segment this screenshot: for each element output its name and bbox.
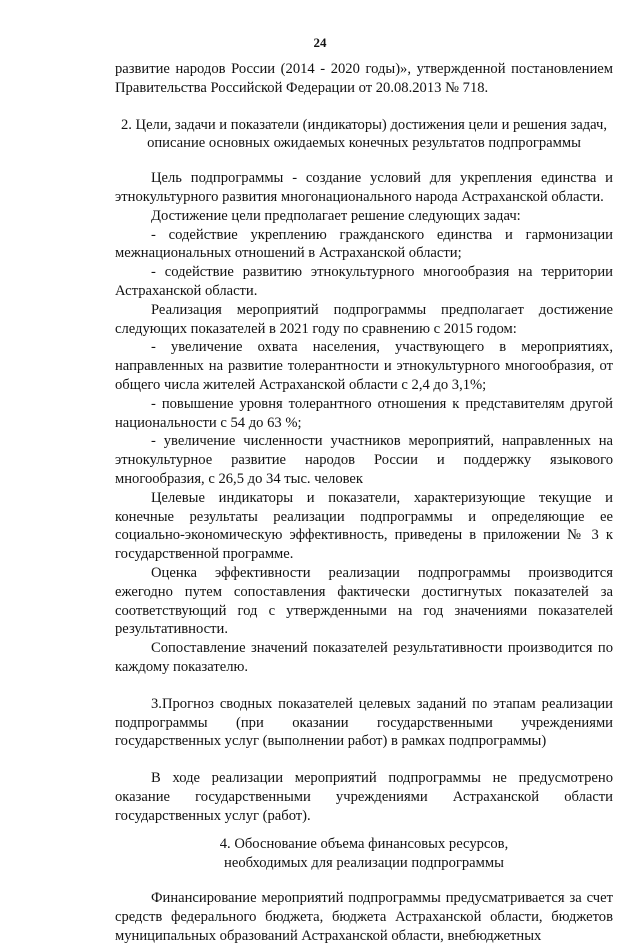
section-4-paragraph: Финансирование мероприятий подпрограммы предусматривается за счет средств федерального бюджета, бюджета Астраханской области, бюджетов муниципальных образований Астраханской области, внебюджетных <box>115 890 613 944</box>
section-2-paragraph: Достижение цели предполагает решение следующих задач: <box>151 207 521 224</box>
document-body <box>115 60 613 945</box>
section-2-paragraph: - содействие укреплению гражданского единства и гармонизации межнациональных отношений в Астраханской области; <box>115 226 613 262</box>
intro-paragraph: развитие народов России (2014 - 2020 годы)», утвержденной постановлением Правительства Российской Федерации от 20.08.2013 № 718. <box>115 61 613 96</box>
section-3-paragraph: В ходе реализации мероприятий подпрограммы не предусмотрено оказание государственными учреждениями Астраханской области государственных услуг (работ). <box>115 770 613 824</box>
section-4-heading-line-2: необходимых для реализации подпрограммы <box>224 855 504 872</box>
page-number: 24 <box>313 35 327 50</box>
section-2-paragraph: Реализация мероприятий подпрограммы предполагает достижение следующих показателей в 2021 году по сравнению с 2015 годом: <box>115 301 613 337</box>
section-2-paragraph: Цель подпрограммы - создание условий для укрепления единства и этнокультурного развития многонационального народа Астраханской области. <box>115 170 613 205</box>
section-2-paragraph: Оценка эффективности реализации подпрограммы производится ежегодно путем сопоставления фактически достигнутых показателей за соответствующий год с утвержденными на год значениями показателей результативности. <box>115 564 613 638</box>
section-2-paragraph: - увеличение численности участников мероприятий, направленных на этнокультурное развитие народов России и поддержку языкового многообразия, с 26,5 до 34 тыс. человек <box>115 433 613 487</box>
section-2-paragraph: Сопоставление значений показателей результативности производится по каждому показателю. <box>115 640 613 675</box>
section-2-paragraph: - содействие развитию этнокультурного многообразия на территории Астраханской области. <box>115 264 613 299</box>
section-2-paragraph: - увеличение охвата населения, участвующего в мероприятиях, направленных на развитие толерантности и этнокультурного многообразия, от общего числа жителей Астраханской области с 2,4 до 3,1%; <box>115 339 613 393</box>
section-2-paragraph: Целевые индикаторы и показатели, характеризующие текущие и конечные результаты реализации подпрограммы и определяющие ее социально-экономическую эффективность, приведены в приложении № 3 к государственной программе. <box>115 489 613 563</box>
section-4-heading-line-1: 4. Обоснование объема финансовых ресурсов, <box>219 836 509 853</box>
section-2-paragraph: - повышение уровня толерантного отношения к представителям другой национальности с 54 до 63 %; <box>115 395 613 431</box>
section-3-heading: 3.Прогноз сводных показателей целевых заданий по этапам реализации подпрограммы (при оказании государственными учреждениями государственных услуг (выполнении работ) в рамках подпрограммы) <box>115 695 613 750</box>
section-2-heading: 2. Цели, задачи и показатели (индикаторы) достижения цели и решения задач, описание основных ожидаемых конечных результатов подпрограммы <box>120 116 608 152</box>
